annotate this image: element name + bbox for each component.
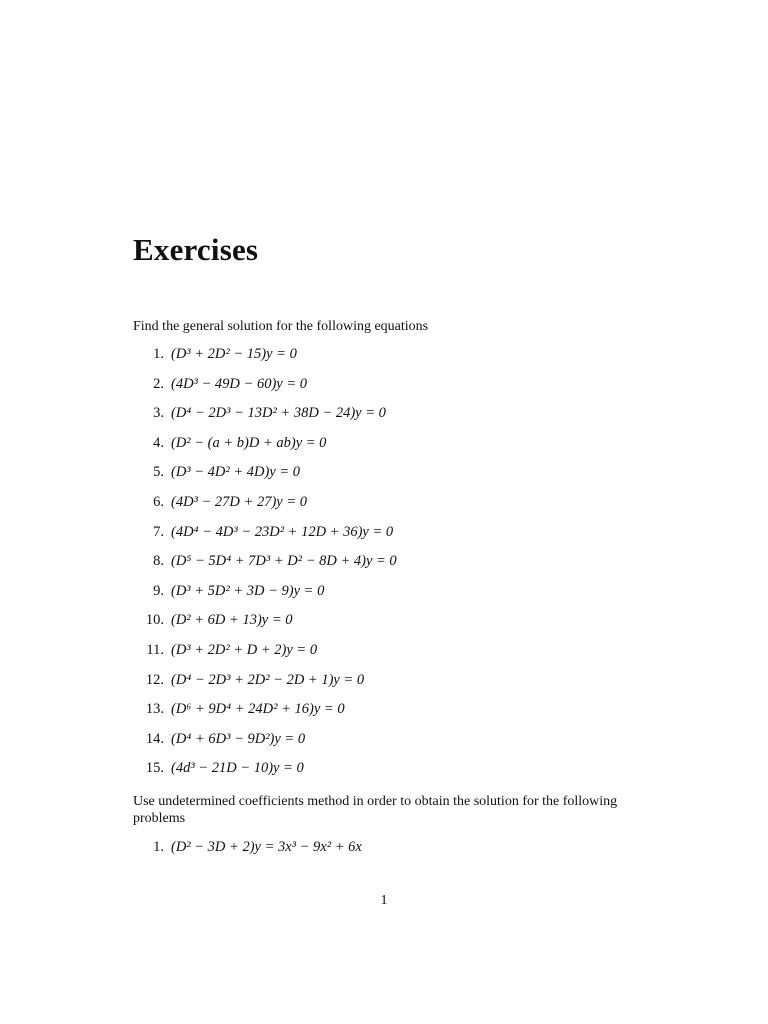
list-item xyxy=(133,612,397,642)
item-number: 5. xyxy=(153,464,164,481)
equation: (D⁶ + 9D⁴ + 24D² + 16)y = 0 xyxy=(171,701,345,718)
list-item xyxy=(133,839,362,869)
item-number: 1. xyxy=(153,346,164,362)
list-item xyxy=(133,553,397,583)
list-item xyxy=(133,464,397,494)
list-item xyxy=(133,760,397,790)
equation: (D⁵ − 5D⁴ + 7D³ + D² − 8D + 4)y = 0 xyxy=(171,553,397,570)
equation: (4D⁴ − 4D³ − 23D² + 12D + 36)y = 0 xyxy=(171,523,394,540)
item-number: 3. xyxy=(153,405,164,422)
item-number: 2. xyxy=(153,375,164,392)
page-title: Exercises xyxy=(133,232,259,267)
equation: (D⁴ − 2D³ − 13D² + 38D − 24)y = 0 xyxy=(171,405,386,422)
list-item xyxy=(133,642,397,672)
equation-list-2 xyxy=(133,839,362,869)
list-item xyxy=(133,494,397,524)
equation: (D³ + 2D² − 15)y = 0 xyxy=(171,346,297,362)
item-number: 10. xyxy=(145,612,164,629)
equation: (D³ + 2D² + D + 2)y = 0 xyxy=(171,641,318,658)
list-item xyxy=(133,435,397,465)
item-number: 12. xyxy=(145,671,164,688)
equation-list-1 xyxy=(133,346,397,790)
list-item xyxy=(133,701,397,731)
item-number: 9. xyxy=(153,582,164,599)
section1-intro: Find the general solution for the following equations xyxy=(133,319,429,334)
equation: (4D³ − 49D − 60)y = 0 xyxy=(171,375,307,392)
page-number: 1 xyxy=(380,893,388,908)
item-number: 4. xyxy=(153,434,164,451)
list-item xyxy=(133,376,397,406)
item-number: 6. xyxy=(153,493,164,510)
equation: (4D³ − 27D + 27)y = 0 xyxy=(171,493,307,510)
list-item xyxy=(133,524,397,554)
item-number: 15. xyxy=(145,760,164,777)
equation: (D³ + 5D² + 3D − 9)y = 0 xyxy=(171,582,325,599)
item-number: 13. xyxy=(145,701,164,718)
list-item xyxy=(133,405,397,435)
section2-intro: Use undetermined coefficients method in order to obtain the solution for the following problems xyxy=(133,794,618,826)
item-number: 11. xyxy=(146,641,164,658)
item-number: 1. xyxy=(153,839,164,855)
list-item xyxy=(133,672,397,702)
list-item xyxy=(133,583,397,613)
item-number: 14. xyxy=(145,730,164,747)
equation: (4d³ − 21D − 10)y = 0 xyxy=(171,760,304,777)
list-item xyxy=(133,346,397,376)
equation: (D² + 6D + 13)y = 0 xyxy=(171,612,293,629)
list-item xyxy=(133,731,397,761)
equation: (D⁴ + 6D³ − 9D²)y = 0 xyxy=(171,730,306,747)
equation: (D³ − 4D² + 4D)y = 0 xyxy=(171,464,301,481)
item-number: 7. xyxy=(153,523,164,540)
item-number: 8. xyxy=(153,553,164,570)
equation: (D² − 3D + 2)y = 3x³ − 9x² + 6x xyxy=(171,839,362,855)
equation: (D² − (a + b)D + ab)y = 0 xyxy=(171,434,327,451)
equation: (D⁴ − 2D³ + 2D² − 2D + 1)y = 0 xyxy=(171,671,365,688)
